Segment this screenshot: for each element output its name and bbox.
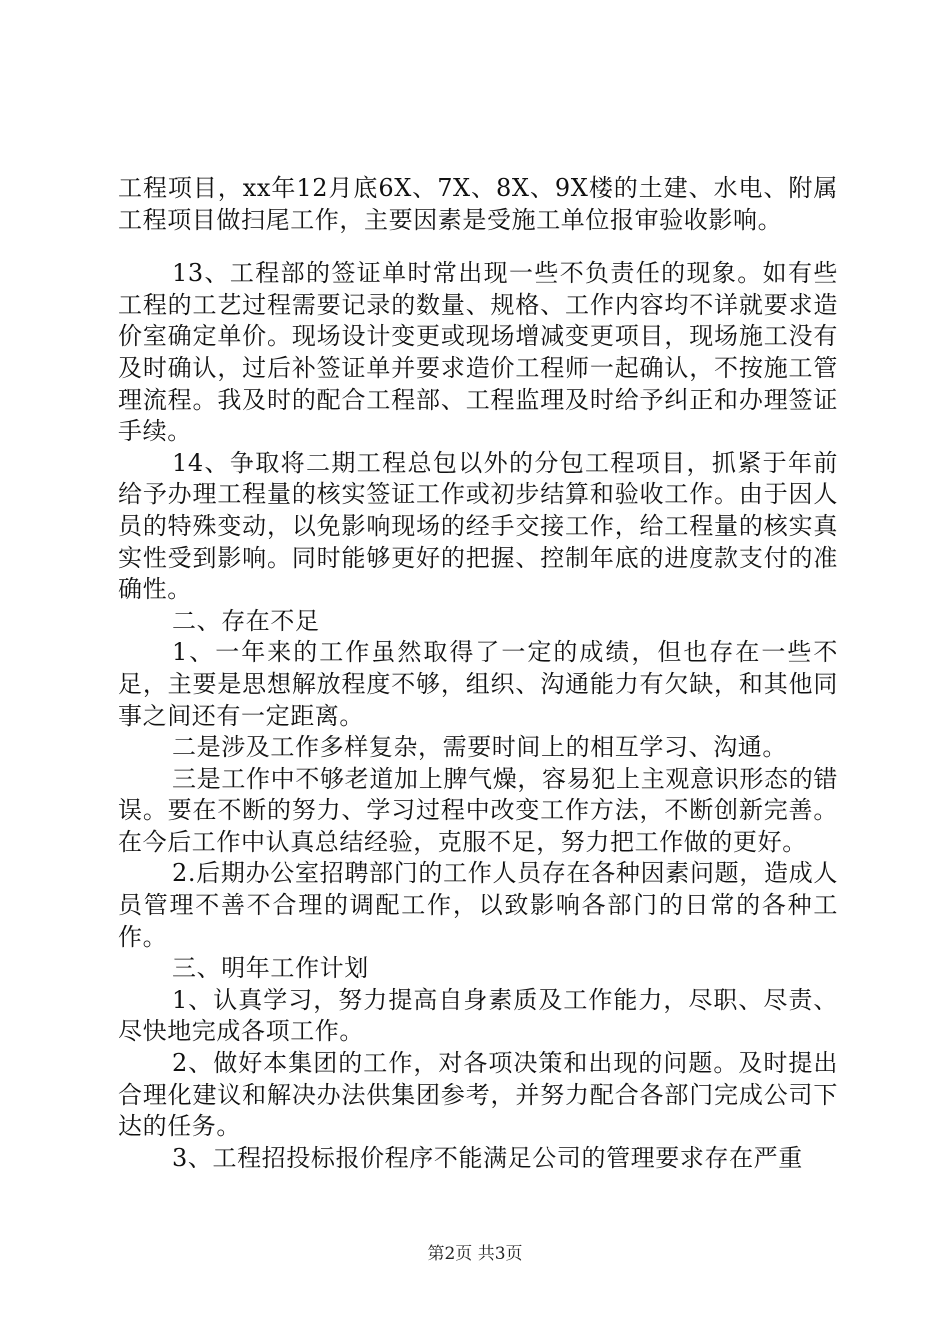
paragraph-plan-1: 1、认真学习，努力提高自身素质及工作能力，尽职、尽责、尽快地完成各项工作。 [118,985,838,1046]
paragraph-item-13: 13、工程部的签证单时常出现一些不负责任的现象。如有些工程的工艺过程需要记录的数量、规格、工作内容均不详就要求造价室确定单价。现场设计变更或现场增减变更项目，现场施工没有及时确认，过后补签证单并要求造价工程师一起确认，不按施工管理流程。我及时的配合工程部、工程监理及时给予纠正和办理签证手续。 [118,259,838,446]
paragraph-item-14: 14、争取将二期工程总包以外的分包工程项目，抓紧于年前给予办理工程量的核实签证工作或初步结算和验收工作。由于因人员的特殊变动，以免影响现场的经手交接工作，给工程量的核实真实性受到影响。同时能够更好的把握、控制年底的进度款支付的准确性。 [118,448,838,604]
document-body [118,173,838,1174]
paragraph-plan-3: 3、工程招投标报价程序不能满足公司的管理要求存在严重 [172,1143,803,1172]
page-number-footer: 第2页 共3页 [427,1244,523,1264]
paragraph-shortcoming-2: 二是涉及工作多样复杂，需要时间上的相互学习、沟通。 [172,733,787,762]
paragraph-plan-2: 2、做好本集团的工作，对各项决策和出现的问题。及时提出合理化建议和解决办法供集团参考，并努力配合各部门完成公司下达的任务。 [118,1049,838,1141]
paragraph-shortcoming-4: 2.后期办公室招聘部门的工作人员存在各种因素问题，造成人员管理不善不合理的调配工作，以致影响各部门的日常的各种工作。 [118,859,838,951]
section-heading-shortcomings: 二、存在不足 [172,606,320,635]
section-heading-next-year-plan: 三、明年工作计划 [172,954,369,983]
paragraph-shortcoming-1: 1、一年来的工作虽然取得了一定的成绩，但也存在一些不足，主要是思想解放程度不够，组织、沟通能力有欠缺，和其他同事之间还有一定距离。 [118,638,838,730]
paragraph-shortcoming-3: 三是工作中不够老道加上脾气燥，容易犯上主观意识形态的错误。要在不断的努力、学习过程中改变工作方法，不断创新完善。在今后工作中认真总结经验，克服不足，努力把工作做的更好。 [118,764,838,856]
paragraph-continuation: 工程项目，xx年12月底6X、7X、8X、9X楼的土建、水电、附属工程项目做扫尾工作，主要因素是受施工单位报审验收影响。 [118,174,838,234]
